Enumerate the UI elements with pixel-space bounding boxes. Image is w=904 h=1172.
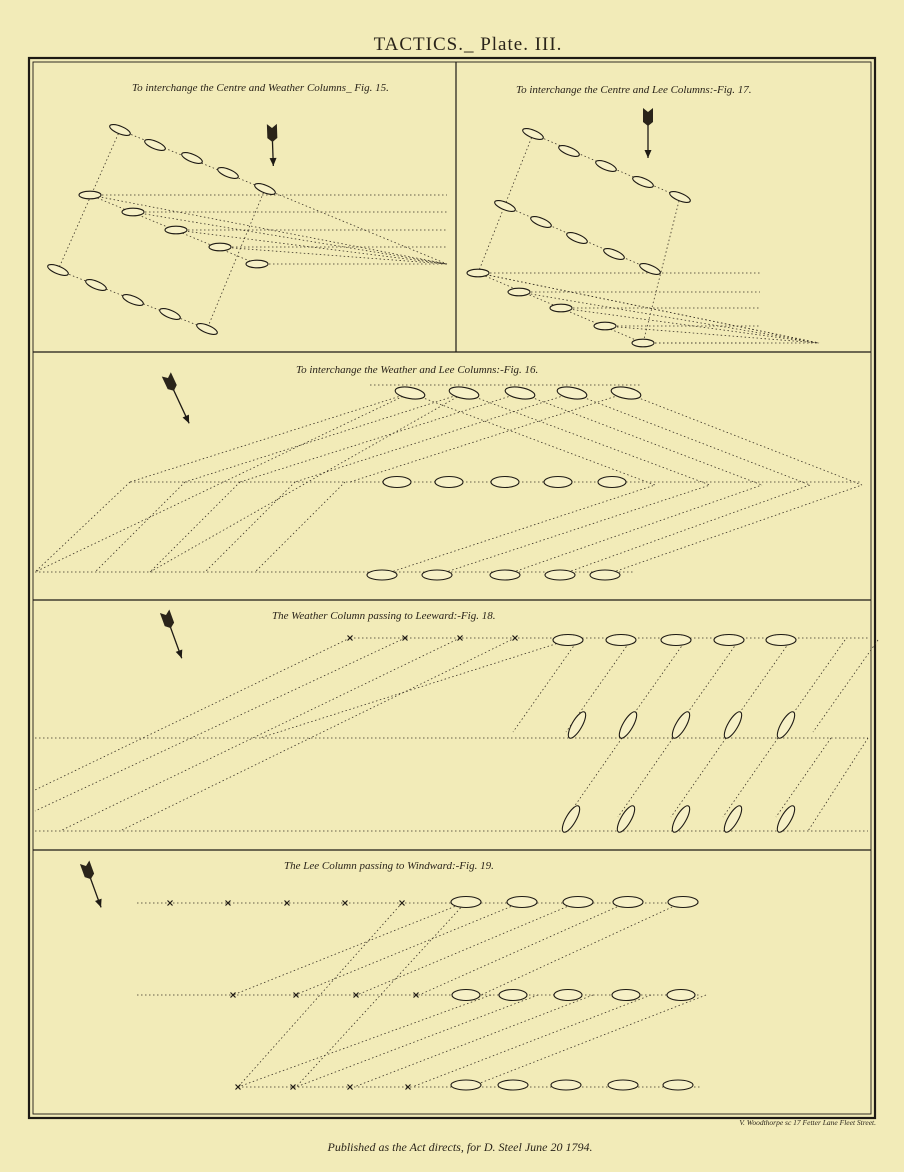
fig17-title: To interchange the Centre and Lee Columns:-Fig. 17.	[516, 84, 752, 96]
ship-icon	[490, 570, 520, 580]
ship-icon	[721, 804, 745, 835]
ship-icon	[79, 191, 101, 199]
ship-icon	[451, 1080, 481, 1090]
ships-and-stations	[46, 122, 797, 1090]
wind-arrow-icon	[643, 108, 653, 158]
ship-icon	[661, 635, 691, 646]
ship-icon	[550, 304, 572, 312]
dotted-track	[255, 482, 345, 572]
dotted-track	[519, 292, 819, 343]
fig19-title: The Lee Column passing to Windward:-Fig. 19.	[284, 860, 494, 872]
ship-icon	[667, 990, 695, 1001]
ship-icon	[452, 990, 480, 1001]
ship-icon	[590, 570, 620, 580]
ship-icon	[616, 710, 640, 741]
ship-icon	[180, 150, 203, 165]
dotted-track	[723, 738, 778, 817]
ship-icon	[143, 137, 166, 152]
dotted-track	[296, 902, 466, 1087]
dotted-track	[260, 640, 568, 738]
ship-icon	[448, 385, 479, 401]
station-cross-icon	[348, 636, 353, 641]
dotted-track	[150, 482, 240, 572]
ship-icon	[631, 174, 654, 189]
ship-icon	[108, 122, 131, 137]
dotted-track	[513, 640, 578, 732]
dotted-track	[560, 485, 810, 575]
ship-icon	[594, 158, 617, 173]
inner-border	[33, 62, 871, 1114]
dotted-track	[150, 393, 464, 572]
ship-icon	[545, 570, 575, 580]
dotted-track	[808, 738, 868, 831]
ship-icon	[602, 246, 625, 261]
ship-icon	[669, 804, 693, 835]
station-cross-icon	[343, 901, 348, 906]
ship-icon	[422, 570, 452, 580]
dotted-track	[626, 393, 862, 485]
ship-icon	[553, 635, 583, 646]
ship-icon	[521, 126, 544, 141]
dotted-track	[205, 482, 295, 572]
ship-icon	[246, 260, 268, 268]
ship-icon	[529, 214, 552, 229]
dotted-track	[419, 902, 628, 995]
dotted-track	[382, 485, 655, 575]
ship-icon	[563, 897, 593, 908]
dotted-track	[618, 738, 673, 817]
dotted-track	[357, 902, 578, 995]
wind-arrow-icon	[80, 861, 106, 910]
dotted-track	[238, 995, 491, 1087]
publication-line: Published as the Act directs, for D. Steel June 20 1794.	[327, 1140, 593, 1154]
station-cross-icon	[400, 901, 405, 906]
ship-icon	[435, 477, 463, 488]
ship-icon	[669, 710, 693, 741]
ship-icon	[491, 477, 519, 488]
ship-icon	[565, 710, 589, 741]
dotted-track	[95, 482, 185, 572]
ship-icon	[766, 635, 796, 646]
station-cross-icon	[348, 1085, 353, 1090]
dotted-track	[605, 485, 862, 575]
ship-icon	[668, 897, 698, 908]
ship-icon	[608, 1080, 638, 1090]
ship-icon	[367, 570, 397, 580]
ship-icon	[383, 477, 411, 488]
dotted-track	[410, 393, 655, 485]
dotted-track	[60, 638, 460, 831]
dotted-track	[207, 189, 265, 329]
station-cross-icon	[513, 636, 518, 641]
wind-arrow-icon	[162, 372, 194, 425]
ship-icon	[46, 262, 69, 277]
ship-icon	[774, 804, 798, 835]
fig15-title: To interchange the Centre and Weather Columns_ Fig. 15.	[132, 82, 389, 94]
ship-icon	[508, 288, 530, 296]
dotted-track	[478, 273, 819, 343]
ship-icon	[721, 710, 745, 741]
ship-icon	[507, 897, 537, 908]
dotted-track	[296, 995, 538, 1087]
outer-border	[29, 58, 875, 1118]
ship-icon	[504, 385, 535, 401]
ship-icon	[610, 385, 641, 401]
plate-title: TACTICS._ Plate. III.	[373, 34, 563, 55]
ship-icon	[216, 165, 239, 180]
wind-arrow-icon	[267, 124, 278, 166]
dotted-track	[354, 995, 593, 1087]
ship-icon	[544, 477, 572, 488]
ship-icon	[551, 1080, 581, 1090]
ship-icon	[774, 710, 798, 741]
ship-icon	[606, 635, 636, 646]
ship-icon	[557, 143, 580, 158]
dotted-track	[133, 212, 447, 264]
ship-icon	[613, 897, 643, 908]
ship-icon	[554, 990, 582, 1001]
engraver-credit: V. Woodthorpe sc 17 Fetter Lane Fleet Street.	[739, 1118, 876, 1127]
ship-icon	[614, 804, 638, 835]
ship-icon	[638, 261, 661, 276]
ship-icon	[209, 243, 231, 251]
ship-icon	[612, 990, 640, 1001]
dotted-track	[567, 738, 622, 817]
ship-icon	[499, 990, 527, 1001]
ship-icon	[122, 208, 144, 216]
dotted-track	[350, 393, 626, 482]
dotted-track	[437, 485, 710, 575]
dotted-track	[90, 195, 447, 264]
station-cross-icon	[168, 901, 173, 906]
ship-icon	[165, 226, 187, 234]
ship-icon	[253, 181, 276, 196]
ship-icon	[598, 477, 626, 488]
dotted-track	[671, 738, 726, 817]
dotted-track	[233, 902, 466, 995]
ship-icon	[565, 230, 588, 245]
station-cross-icon	[231, 993, 236, 998]
ship-icon	[158, 306, 181, 321]
ship-icon	[451, 897, 481, 908]
dotted-track	[295, 393, 572, 482]
dotted-track	[130, 393, 410, 482]
dotted-track	[470, 995, 706, 1087]
dotted-track	[520, 393, 762, 485]
dotted-track	[464, 393, 710, 485]
ship-icon	[663, 1080, 693, 1090]
ship-icon	[632, 339, 654, 347]
ship-icon	[84, 277, 107, 292]
ship-icon	[668, 189, 691, 204]
ship-icon	[498, 1080, 528, 1090]
ship-icon	[559, 804, 583, 835]
ship-icon	[121, 292, 144, 307]
dotted-track	[35, 393, 410, 572]
dotted-track	[572, 393, 810, 485]
dotted-track	[813, 640, 878, 732]
fig18-title: The Weather Column passing to Leeward:-Fig. 18.	[272, 610, 496, 622]
ship-icon	[556, 385, 587, 401]
dotted-track	[35, 638, 405, 811]
ship-icon	[714, 635, 744, 646]
fig16-title: To interchange the Weather and Lee Columns:-Fig. 16.	[296, 364, 539, 376]
dotted-track	[35, 482, 130, 572]
dotted-track	[505, 485, 762, 575]
ship-icon	[195, 321, 218, 336]
dotted-track	[412, 995, 651, 1087]
dotted-track	[295, 902, 522, 995]
ship-icon	[467, 269, 489, 277]
dotted-track	[240, 393, 520, 482]
station-cross-icon	[236, 1085, 241, 1090]
dotted-track	[120, 638, 515, 831]
ship-icon	[594, 322, 616, 330]
ship-icon	[493, 198, 516, 213]
dotted-track	[58, 130, 120, 270]
dotted-track	[481, 902, 683, 995]
dotted-track	[185, 393, 464, 482]
wind-arrow-icon	[160, 610, 186, 660]
dotted-track	[776, 738, 831, 817]
